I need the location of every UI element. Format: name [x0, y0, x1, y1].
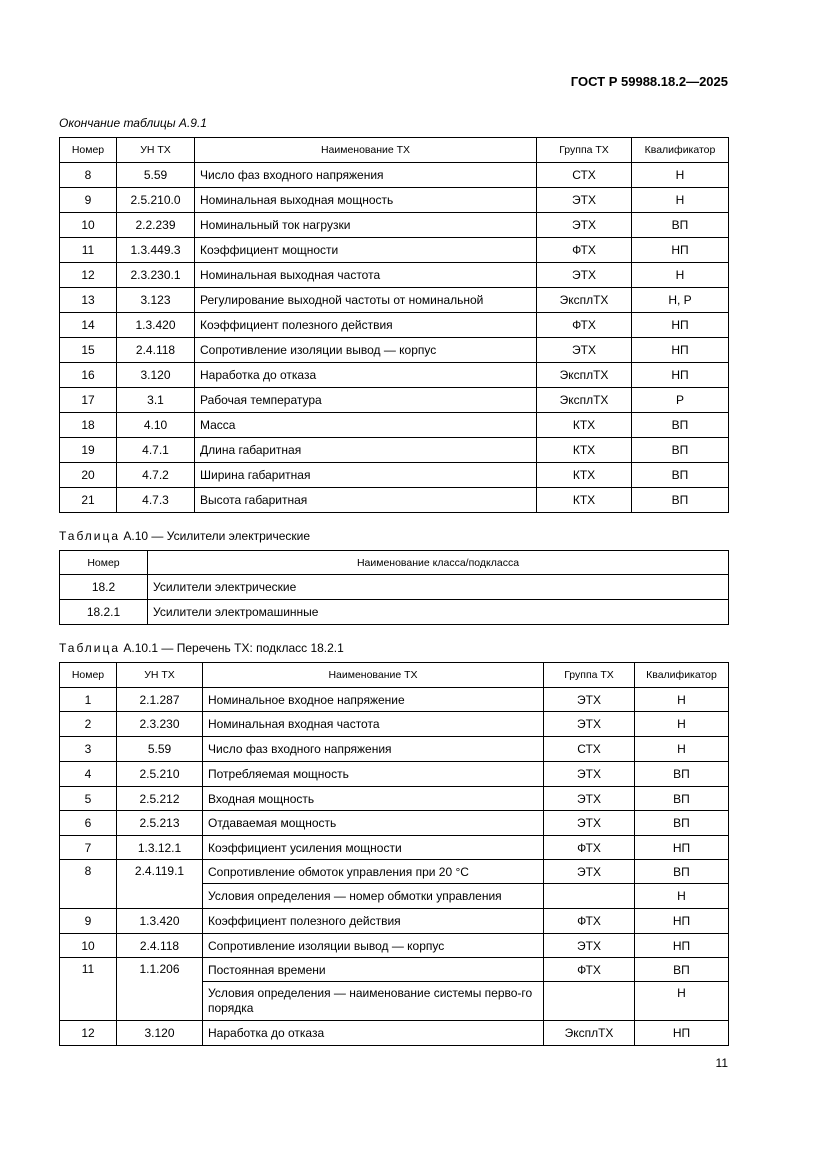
- table-row: [60, 463, 729, 488]
- cell-group: КТХ: [537, 413, 632, 438]
- column-header: Наименование класса/подкласса: [148, 551, 729, 575]
- column-header: Группа ТХ: [544, 663, 635, 688]
- cell-name: Рабочая температура: [195, 388, 537, 413]
- cell-qualifier: ВП: [632, 438, 729, 463]
- cell-group: ЭксплТХ: [544, 1021, 635, 1046]
- cell-qualifier: ВП: [632, 413, 729, 438]
- cell-code: 2.5.213: [117, 811, 203, 836]
- cell-name: Номинальный ток нагрузки: [195, 213, 537, 238]
- cell-code: 4.10: [117, 413, 195, 438]
- cell-qualifier: ВП: [632, 463, 729, 488]
- column-header: Наименование ТХ: [203, 663, 544, 688]
- cell-code: 3.123: [117, 288, 195, 313]
- cell-name: Потребляемая мощность: [203, 762, 544, 787]
- cell-code: 2.3.230.1: [117, 263, 195, 288]
- cell-code: 1.3.449.3: [117, 238, 195, 263]
- cell-name: Коэффициент полезного действия: [203, 909, 544, 934]
- cell-number: 19: [60, 438, 117, 463]
- cell-group: ЭксплТХ: [537, 288, 632, 313]
- cell-group: ЭТХ: [544, 811, 635, 836]
- column-header: Квалификатор: [635, 663, 729, 688]
- cell-group: ФТХ: [537, 313, 632, 338]
- cell-number: 9: [60, 188, 117, 213]
- cell-name: Наработка до отказа: [195, 363, 537, 388]
- cell-group: ЭксплТХ: [537, 388, 632, 413]
- cell-code: 2.2.239: [117, 213, 195, 238]
- cell-code: 5.59: [117, 737, 203, 762]
- table-row: [60, 811, 729, 836]
- cell-name: Сопротивление изоляции вывод — корпус: [195, 338, 537, 363]
- cell-name: Сопротивление обмоток управления при 20 °С: [203, 860, 544, 884]
- cell-group: КТХ: [537, 463, 632, 488]
- table1-caption: Окончание таблицы А.9.1: [59, 116, 207, 130]
- cell-qualifier: Н, Р: [632, 288, 729, 313]
- table-row: [60, 737, 729, 762]
- cell-group: ЭТХ: [544, 860, 635, 884]
- cell-condition: Условия определения — номер обмотки управления: [203, 884, 544, 909]
- table-row: [60, 600, 729, 625]
- cell-qualifier: ВП: [632, 488, 729, 513]
- cell-code: 2.5.210.0: [117, 188, 195, 213]
- cell-number: 7: [60, 836, 117, 860]
- cell-group: ЭТХ: [537, 213, 632, 238]
- cell-condition: Условия определения — наименование системы перво-го порядка: [203, 982, 544, 1021]
- table-caption-prefix: Таблица: [59, 641, 121, 655]
- cell-number: 3: [60, 737, 117, 762]
- cell-group: [544, 884, 635, 909]
- cell-code: 2.5.210: [117, 762, 203, 787]
- cell-number: 12: [60, 1021, 117, 1046]
- cell-number: 10: [60, 213, 117, 238]
- cell-number: 1: [60, 688, 117, 712]
- table-caption-text: А.10 — Усилители электрические: [120, 529, 310, 543]
- cell-name: Постоянная времени: [203, 958, 544, 982]
- cell-qualifier: НП: [632, 238, 729, 263]
- table-row: [60, 438, 729, 463]
- cell-number: 8: [60, 860, 117, 909]
- table-row: [60, 909, 729, 934]
- table-row: [60, 163, 729, 188]
- table-row: [60, 288, 729, 313]
- column-header: Номер: [60, 551, 148, 575]
- cell-qualifier: ВП: [635, 860, 729, 884]
- cell-number: 21: [60, 488, 117, 513]
- table-row: [60, 958, 729, 982]
- cell-qualifier: Н: [635, 688, 729, 712]
- cell-number: 18.2.1: [60, 600, 148, 625]
- cell-name: Коэффициент мощности: [195, 238, 537, 263]
- cell-code: 4.7.1: [117, 438, 195, 463]
- cell-qualifier: НП: [635, 909, 729, 934]
- cell-code: 2.5.212: [117, 787, 203, 811]
- cell-number: 14: [60, 313, 117, 338]
- table-row: [60, 787, 729, 811]
- cell-qualifier: НП: [635, 934, 729, 958]
- cell-code: 2.4.119.1: [117, 860, 203, 909]
- cell-name: Сопротивление изоляции вывод — корпус: [203, 934, 544, 958]
- cell-group: ЭТХ: [544, 688, 635, 712]
- cell-group: [544, 982, 635, 1021]
- cell-qualifier: НП: [632, 363, 729, 388]
- cell-qualifier: ВП: [635, 811, 729, 836]
- cell-qualifier: ВП: [635, 958, 729, 982]
- table-caption-prefix: Таблица: [59, 529, 121, 543]
- table1: [59, 137, 729, 513]
- cell-qualifier: НП: [635, 836, 729, 860]
- cell-group: ЭТХ: [544, 762, 635, 787]
- table2-header-row: [60, 551, 729, 575]
- cell-code: 4.7.3: [117, 488, 195, 513]
- cell-code: 5.59: [117, 163, 195, 188]
- cell-group: ФТХ: [537, 238, 632, 263]
- cell-code: 4.7.2: [117, 463, 195, 488]
- table-row: [60, 860, 729, 884]
- cell-qualifier: НП: [632, 338, 729, 363]
- cell-code: 2.4.118: [117, 934, 203, 958]
- cell-code: 1.3.420: [117, 313, 195, 338]
- cell-code: 3.120: [117, 1021, 203, 1046]
- cell-code: 1.1.206: [117, 958, 203, 1021]
- table3: [59, 662, 729, 1046]
- table-row: [60, 313, 729, 338]
- cell-number: 17: [60, 388, 117, 413]
- page-number: 11: [715, 1056, 728, 1070]
- column-header: УН ТХ: [117, 663, 203, 688]
- cell-group: ЭТХ: [537, 338, 632, 363]
- cell-number: 9: [60, 909, 117, 934]
- table-row: [60, 188, 729, 213]
- cell-number: 10: [60, 934, 117, 958]
- cell-group: ЭТХ: [544, 934, 635, 958]
- cell-qualifier: ВП: [635, 762, 729, 787]
- table3-header-row: [60, 663, 729, 688]
- cell-name: Число фаз входного напряжения: [203, 737, 544, 762]
- cell-code: 1.3.12.1: [117, 836, 203, 860]
- cell-number: 16: [60, 363, 117, 388]
- cell-name: Номинальная выходная мощность: [195, 188, 537, 213]
- cell-group: СТХ: [537, 163, 632, 188]
- table-caption-text: А.10.1 — Перечень ТХ: подкласс 18.2.1: [120, 641, 344, 655]
- cell-number: 12: [60, 263, 117, 288]
- cell-group: ФТХ: [544, 958, 635, 982]
- cell-class-name: Усилители электрические: [148, 575, 729, 600]
- column-header: УН ТХ: [117, 138, 195, 163]
- table2-caption: [59, 529, 310, 543]
- cell-group: КТХ: [537, 438, 632, 463]
- cell-name: Длина габаритная: [195, 438, 537, 463]
- table-row: [60, 238, 729, 263]
- table1-header-row: [60, 138, 729, 163]
- cell-qualifier: ВП: [632, 213, 729, 238]
- cell-number: 11: [60, 958, 117, 1021]
- cell-qualifier: Н: [632, 263, 729, 288]
- cell-code: 2.4.118: [117, 338, 195, 363]
- cell-group: ЭксплТХ: [537, 363, 632, 388]
- table-row: [60, 413, 729, 438]
- cell-number: 6: [60, 811, 117, 836]
- cell-number: 2: [60, 712, 117, 737]
- document-id: ГОСТ Р 59988.18.2—2025: [570, 74, 728, 89]
- cell-group: КТХ: [537, 488, 632, 513]
- cell-qualifier: Н: [632, 163, 729, 188]
- cell-name: Число фаз входного напряжения: [195, 163, 537, 188]
- table-row: [60, 688, 729, 712]
- cell-name: Отдаваемая мощность: [203, 811, 544, 836]
- table-row: [60, 263, 729, 288]
- cell-name: Номинальная входная частота: [203, 712, 544, 737]
- cell-number: 20: [60, 463, 117, 488]
- cell-name: Масса: [195, 413, 537, 438]
- table2: [59, 550, 729, 625]
- cell-name: Входная мощность: [203, 787, 544, 811]
- cell-qualifier: Н: [635, 884, 729, 909]
- cell-name: Регулирование выходной частоты от номинальной: [195, 288, 537, 313]
- cell-group: ЭТХ: [537, 263, 632, 288]
- cell-name: Коэффициент усиления мощности: [203, 836, 544, 860]
- cell-qualifier: Р: [632, 388, 729, 413]
- column-header: Номер: [60, 138, 117, 163]
- cell-qualifier: ВП: [635, 787, 729, 811]
- cell-name: Высота габаритная: [195, 488, 537, 513]
- table-row: [60, 488, 729, 513]
- cell-number: 4: [60, 762, 117, 787]
- cell-group: ЭТХ: [537, 188, 632, 213]
- table3-caption: [59, 641, 344, 655]
- cell-name: Наработка до отказа: [203, 1021, 544, 1046]
- table-row: [60, 388, 729, 413]
- cell-qualifier: Н: [635, 737, 729, 762]
- cell-number: 18.2: [60, 575, 148, 600]
- column-header: Группа ТХ: [537, 138, 632, 163]
- cell-class-name: Усилители электромашинные: [148, 600, 729, 625]
- cell-number: 18: [60, 413, 117, 438]
- table-row: [60, 712, 729, 737]
- table-row: [60, 934, 729, 958]
- table-row: [60, 1021, 729, 1046]
- table-row: [60, 338, 729, 363]
- cell-group: ЭТХ: [544, 787, 635, 811]
- cell-group: ФТХ: [544, 909, 635, 934]
- table-row: [60, 575, 729, 600]
- table-row: [60, 213, 729, 238]
- column-header: Квалификатор: [632, 138, 729, 163]
- cell-qualifier: Н: [632, 188, 729, 213]
- cell-name: Коэффициент полезного действия: [195, 313, 537, 338]
- cell-number: 8: [60, 163, 117, 188]
- cell-number: 15: [60, 338, 117, 363]
- column-header: Наименование ТХ: [195, 138, 537, 163]
- table-row: [60, 762, 729, 787]
- column-header: Номер: [60, 663, 117, 688]
- table-row: [60, 363, 729, 388]
- table-row: [60, 836, 729, 860]
- cell-group: ЭТХ: [544, 712, 635, 737]
- cell-code: 2.3.230: [117, 712, 203, 737]
- cell-name: Номинальное входное напряжение: [203, 688, 544, 712]
- cell-qualifier: НП: [635, 1021, 729, 1046]
- cell-qualifier: Н: [635, 982, 729, 1021]
- cell-code: 3.1: [117, 388, 195, 413]
- cell-number: 11: [60, 238, 117, 263]
- cell-qualifier: Н: [635, 712, 729, 737]
- cell-qualifier: НП: [632, 313, 729, 338]
- cell-name: Номинальная выходная частота: [195, 263, 537, 288]
- cell-code: 2.1.287: [117, 688, 203, 712]
- cell-name: Ширина габаритная: [195, 463, 537, 488]
- cell-group: СТХ: [544, 737, 635, 762]
- cell-code: 3.120: [117, 363, 195, 388]
- cell-code: 1.3.420: [117, 909, 203, 934]
- cell-number: 13: [60, 288, 117, 313]
- cell-number: 5: [60, 787, 117, 811]
- cell-group: ФТХ: [544, 836, 635, 860]
